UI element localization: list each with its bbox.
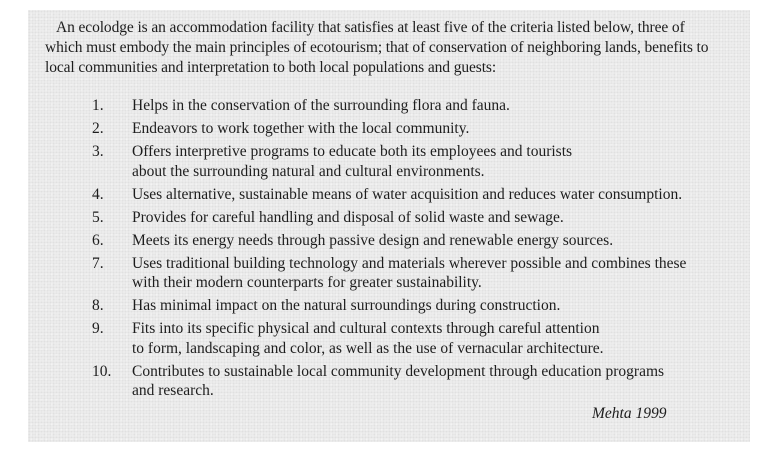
list-item [92,231,732,251]
list-item [92,185,732,205]
item-text: Meets its energy needs through passive design and renewable energy sources. [132,231,614,249]
item-text: Fits into its specific physical and cultural contexts through careful attention to form, landscaping and color, as well as the use of vernacular architecture. [132,320,604,357]
item-number: 10. [92,362,112,380]
citation: Mehta 1999 [592,405,667,422]
list-item [92,362,732,401]
list-item [92,119,732,139]
list-item [92,319,732,358]
item-text: Endeavors to work together with the local community. [132,119,470,137]
item-number: 8. [92,297,104,315]
list-item [92,296,732,316]
item-text: Offers interpretive programs to educate both its employees and tourists about the surrounding natural and cultural environments. [132,142,573,180]
item-number: 1. [92,97,104,114]
item-number: 2. [92,119,104,137]
list-item [92,96,732,116]
item-number: 5. [92,208,104,226]
item-number: 4. [92,185,104,203]
item-text: Provides for careful handling and disposal of solid waste and sewage. [132,208,564,226]
item-number: 3. [92,142,104,160]
item-text: Contributes to sustainable local community development through education programs and research. [132,362,665,400]
item-number: 9. [92,320,104,338]
criteria-list [92,96,732,404]
item-text: Has minimal impact on the natural surroundings during construction. [132,297,561,315]
item-text: Helps in the conservation of the surrounding flora and fauna. [132,97,510,114]
item-number: 6. [92,231,104,249]
list-item [92,208,732,228]
item-text: Uses alternative, sustainable means of water acquisition and reduces water consumption. [132,185,683,203]
item-text: Uses traditional building technology and materials wherever possible and combines these with their modern counterparts for greater sustainability. [132,254,687,292]
list-item [92,254,732,293]
list-item [92,142,732,181]
intro-paragraph: An ecolodge is an accommodation facility that satisfies at least five of the criteria listed below, three of which must embody the main principles of ecotourism; that of conservation of neighboring lands, benefits to local communities and interpretation to both local populations and guests: [45,19,709,76]
item-number: 7. [92,254,104,272]
